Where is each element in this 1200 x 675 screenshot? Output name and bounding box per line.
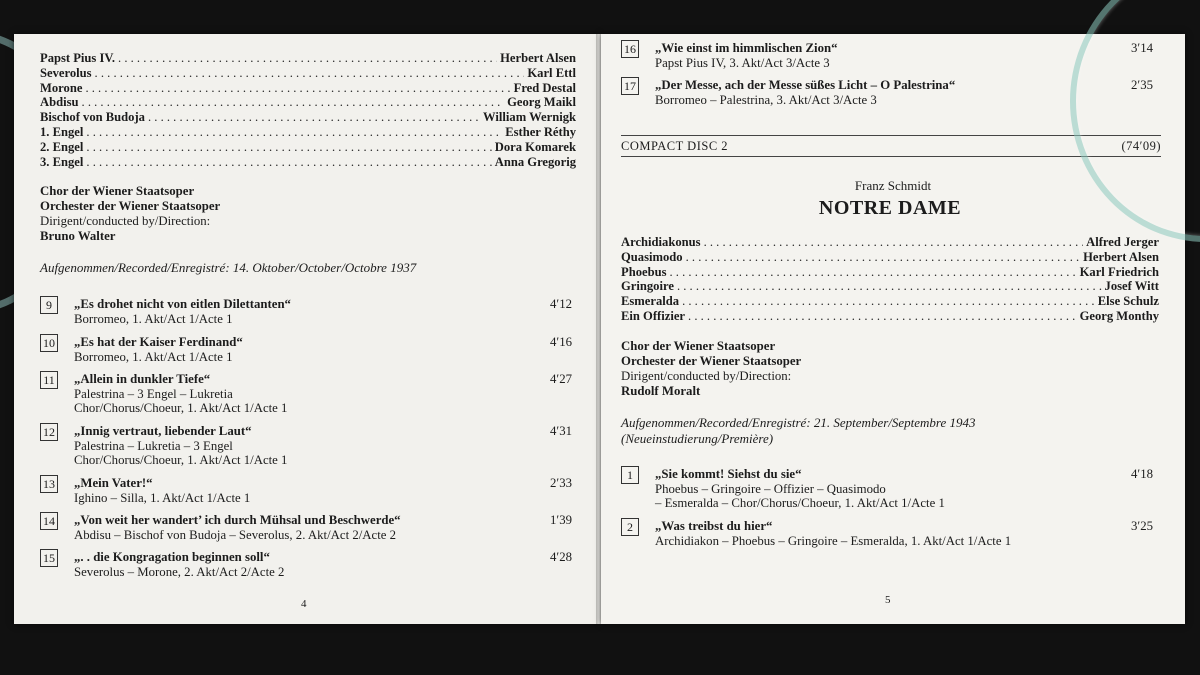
track-number: 14 xyxy=(40,512,58,530)
cast-singer: Herbert Alsen xyxy=(500,51,576,65)
track-number: 15 xyxy=(40,549,58,567)
cast-role: Papst Pius IV. xyxy=(40,51,116,65)
track-duration: 3′14 xyxy=(1131,41,1153,55)
track-performers: Severolus – Morone, 2. Akt/Act 2/Acte 2 xyxy=(74,564,285,579)
track-duration: 1′39 xyxy=(550,513,572,527)
conductor-label: Dirigent/conducted by/Direction: xyxy=(621,369,792,383)
cast-row xyxy=(621,309,1159,324)
disc-total-time: (74′09) xyxy=(1121,139,1161,153)
track-text xyxy=(74,513,401,542)
leader-dots xyxy=(677,279,1102,294)
track-number: 10 xyxy=(40,334,58,352)
track-title: „Sie kommt! Siehst du sie“ xyxy=(655,467,802,481)
leader-dots xyxy=(686,250,1081,265)
track-duration: 4′16 xyxy=(550,335,572,349)
cast-row xyxy=(40,66,576,81)
track-number: 12 xyxy=(40,423,58,441)
cast-singer: Georg Monthy xyxy=(1079,308,1159,323)
conductor-name: Rudolf Moralt xyxy=(621,384,701,398)
track-performers: Palestrina – Lukretia – 3 Engel xyxy=(74,438,233,453)
track-duration: 4′31 xyxy=(550,424,572,438)
cast-role: Archidiakonus xyxy=(621,235,701,249)
track-duration: 4′27 xyxy=(550,372,572,386)
track-duration: 4′18 xyxy=(1131,467,1153,481)
track-performers: Ighino – Silla, 1. Akt/Act 1/Acte 1 xyxy=(74,490,251,505)
track-duration: 3′25 xyxy=(1131,519,1153,533)
orchestra-credit: Orchester der Wiener Staatsoper xyxy=(40,199,221,213)
track-number: 13 xyxy=(40,475,58,493)
chorus-credit: Chor der Wiener Staatsoper xyxy=(40,184,195,198)
leader-dots xyxy=(670,265,1077,280)
cast-role: Severolus xyxy=(40,65,92,80)
leader-dots xyxy=(682,294,1095,309)
track-title: „Allein in dunkler Tiefe“ xyxy=(74,372,211,386)
cast-singer: Alfred Jerger xyxy=(1086,235,1159,249)
track-title: „Wie einst im himmlischen Zion“ xyxy=(655,41,838,55)
booklet-page-left xyxy=(14,34,598,624)
track-text xyxy=(655,78,955,107)
cast-list xyxy=(40,51,576,169)
credits-block xyxy=(621,339,801,399)
page-number: 4 xyxy=(301,598,307,610)
cast-singer: Anna Gregorig xyxy=(494,154,576,169)
cast-role: Quasimodo xyxy=(621,249,683,264)
cast-row xyxy=(40,125,576,140)
track-title: „Der Messe, ach der Messe süßes Licht – O Palestrina“ xyxy=(655,78,956,92)
recording-date-line: Aufgenommen/Recorded/Enregistré: 21. September/Septembre 1943 xyxy=(621,415,976,430)
cast-role: Gringoire xyxy=(621,279,674,294)
track-title: „Es drohet nicht von eitlen Dilettanten“ xyxy=(74,297,291,311)
leader-dots xyxy=(86,155,491,170)
cast-singer: Josef Witt xyxy=(1104,279,1159,294)
track-performers: Palestrina – 3 Engel – Lukretia xyxy=(74,386,233,401)
track-text xyxy=(655,41,838,70)
cast-singer: Dora Komarek xyxy=(494,139,576,154)
track-number: 9 xyxy=(40,296,58,314)
cast-row xyxy=(621,265,1159,280)
cast-row xyxy=(40,95,576,110)
cast-singer: Karl Friedrich xyxy=(1079,264,1159,279)
cast-row xyxy=(40,81,576,96)
cast-role: Morone xyxy=(40,80,83,95)
leader-dots xyxy=(86,140,491,155)
track-performers-cont: Chor/Chorus/Choeur, 1. Akt/Act 1/Acte 1 xyxy=(74,401,288,416)
track-duration: 2′35 xyxy=(1131,78,1153,92)
leader-dots xyxy=(86,125,502,140)
track-text xyxy=(655,467,945,511)
cast-row xyxy=(40,140,576,155)
cast-role: Bischof von Budoja xyxy=(40,110,145,125)
cast-row xyxy=(40,155,576,170)
track-title: „Mein Vater!“ xyxy=(74,476,153,490)
track-title: „Es hat der Kaiser Ferdinand“ xyxy=(74,335,243,349)
cast-role: 2. Engel xyxy=(40,139,84,154)
leader-dots xyxy=(85,81,510,96)
cast-role: Phoebus xyxy=(621,264,667,279)
cast-singer: Herbert Alsen xyxy=(1083,249,1159,264)
track-performers: Phoebus – Gringoire – Offizier – Quasimodo xyxy=(655,481,886,496)
track-text xyxy=(655,519,1011,548)
cast-list xyxy=(621,235,1159,324)
track-performers-cont: Chor/Chorus/Choeur, 1. Akt/Act 1/Acte 1 xyxy=(74,453,288,468)
conductor-label: Dirigent/conducted by/Direction: xyxy=(40,214,211,228)
track-number: 1 xyxy=(621,466,639,484)
cast-row xyxy=(621,235,1159,250)
cast-row xyxy=(621,294,1159,309)
track-text xyxy=(74,297,291,326)
track-number: 2 xyxy=(621,518,639,536)
recording-date xyxy=(621,415,976,447)
track-performers: Borromeo, 1. Akt/Act 1/Acte 1 xyxy=(74,311,233,326)
track-text xyxy=(74,424,287,468)
credits-block xyxy=(40,184,220,244)
leader-dots xyxy=(704,235,1084,250)
leader-dots xyxy=(82,95,505,110)
cast-singer: Karl Ettl xyxy=(527,65,576,80)
orchestra-credit: Orchester der Wiener Staatsoper xyxy=(621,354,802,368)
leader-dots xyxy=(118,51,497,66)
track-title: „Von weit her wandert’ ich durch Mühsal und Beschwerde“ xyxy=(74,513,401,527)
track-performers-cont: – Esmeralda – Chor/Chorus/Choeur, 1. Akt/Act 1/Acte 1 xyxy=(655,496,945,511)
track-title: „Innig vertraut, liebender Laut“ xyxy=(74,424,252,438)
leader-dots xyxy=(95,66,525,81)
cast-role: 1. Engel xyxy=(40,124,84,139)
cast-row xyxy=(621,250,1159,265)
track-title: „. . die Kongragation beginnen soll“ xyxy=(74,550,270,564)
track-text xyxy=(74,476,250,505)
recording-note: (Neueinstudierung/Première) xyxy=(621,431,774,446)
cast-role: 3. Engel xyxy=(40,154,84,169)
cast-row xyxy=(40,51,576,66)
leader-dots xyxy=(688,309,1077,324)
cast-role: Abdisu xyxy=(40,95,79,110)
track-duration: 2′33 xyxy=(550,476,572,490)
composer-name: Franz Schmidt xyxy=(854,178,932,193)
cast-singer: Else Schulz xyxy=(1097,294,1159,309)
chorus-credit: Chor der Wiener Staatsoper xyxy=(621,339,776,353)
cast-row xyxy=(40,110,576,125)
cast-role: Ein Offizier xyxy=(621,308,686,323)
track-performers: Papst Pius IV, 3. Akt/Act 3/Acte 3 xyxy=(655,55,830,70)
track-number: 16 xyxy=(621,40,639,58)
conductor-name: Bruno Walter xyxy=(40,229,116,243)
leader-dots xyxy=(148,110,480,125)
disc-label: COMPACT DISC 2 xyxy=(621,139,729,153)
track-duration: 4′28 xyxy=(550,550,572,564)
track-performers: Abdisu – Bischof von Budoja – Severolus, 2. Akt/Act 2/Acte 2 xyxy=(74,527,397,542)
track-performers: Borromeo, 1. Akt/Act 1/Acte 1 xyxy=(74,349,233,364)
track-title: „Was treibst du hier“ xyxy=(655,519,773,533)
cast-singer: William Wernigk xyxy=(483,110,576,125)
track-text xyxy=(74,550,284,579)
cast-row xyxy=(621,279,1159,294)
track-duration: 4′12 xyxy=(550,297,572,311)
cast-singer: Fred Destal xyxy=(513,80,576,95)
recording-date: Aufgenommen/Recorded/Enregistré: 14. Oktober/October/Octobre 1937 xyxy=(40,260,417,275)
cast-singer: Esther Réthy xyxy=(505,124,576,139)
track-number: 17 xyxy=(621,77,639,95)
track-number: 11 xyxy=(40,371,58,389)
cast-singer: Georg Maikl xyxy=(507,95,576,110)
track-performers: Archidiakon – Phoebus – Gringoire – Esmeralda, 1. Akt/Act 1/Acte 1 xyxy=(655,533,1012,548)
track-text xyxy=(74,335,243,364)
cast-role: Esmeralda xyxy=(621,294,680,309)
track-text xyxy=(74,372,287,416)
track-performers: Borromeo – Palestrina, 3. Akt/Act 3/Acte 3 xyxy=(655,92,877,107)
opera-title: NOTRE DAME xyxy=(818,197,962,219)
page-number: 5 xyxy=(885,594,891,606)
